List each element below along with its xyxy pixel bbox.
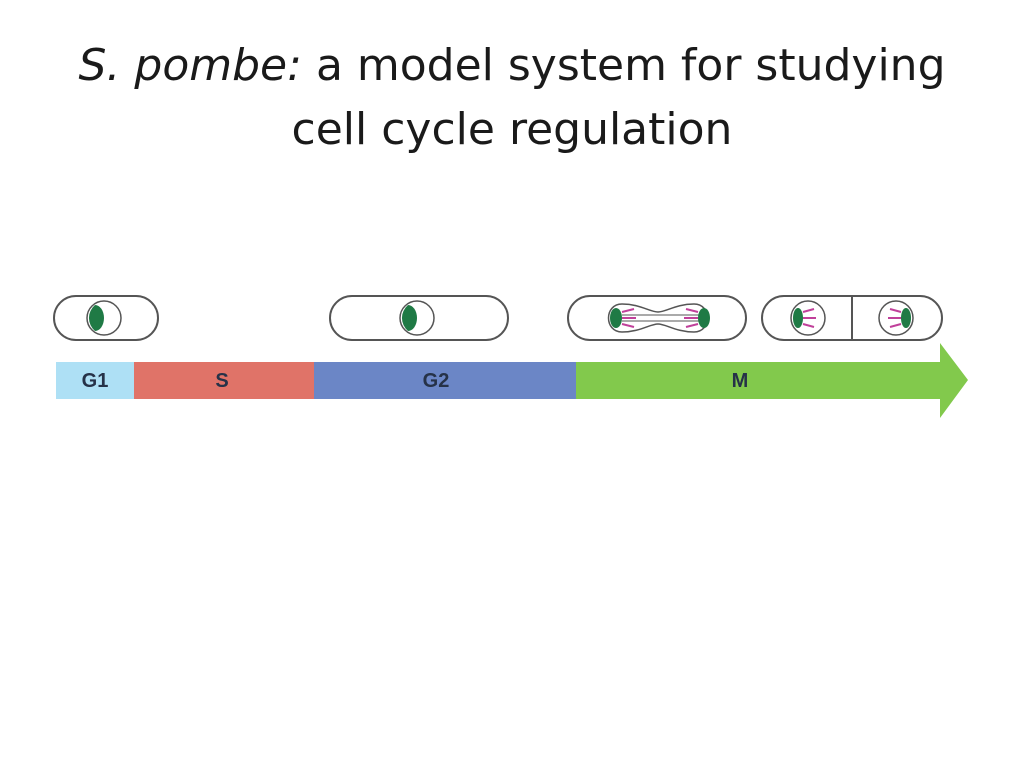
cell-anaphase [568, 296, 746, 340]
phase-label-g2: G2 [422, 370, 450, 392]
cell-g2 [330, 296, 508, 340]
title-species: S. pombe: [78, 40, 302, 91]
chromatin-left [610, 308, 622, 328]
phase-label-m: M [731, 370, 749, 392]
daughter-nucleus-left [793, 308, 803, 328]
phase-bar [56, 343, 968, 418]
title-rest: a model system for studying [315, 40, 946, 91]
phase-label-s: S [215, 370, 229, 392]
phase-m-arrow [576, 343, 968, 418]
daughter-nucleus-right [901, 308, 911, 328]
title-line-2: cell cycle regulation [291, 104, 733, 155]
cell-g1 [54, 296, 158, 340]
cell-septation [762, 296, 942, 340]
phase-label-g1: G1 [81, 370, 109, 392]
chromatin-right [698, 308, 710, 328]
